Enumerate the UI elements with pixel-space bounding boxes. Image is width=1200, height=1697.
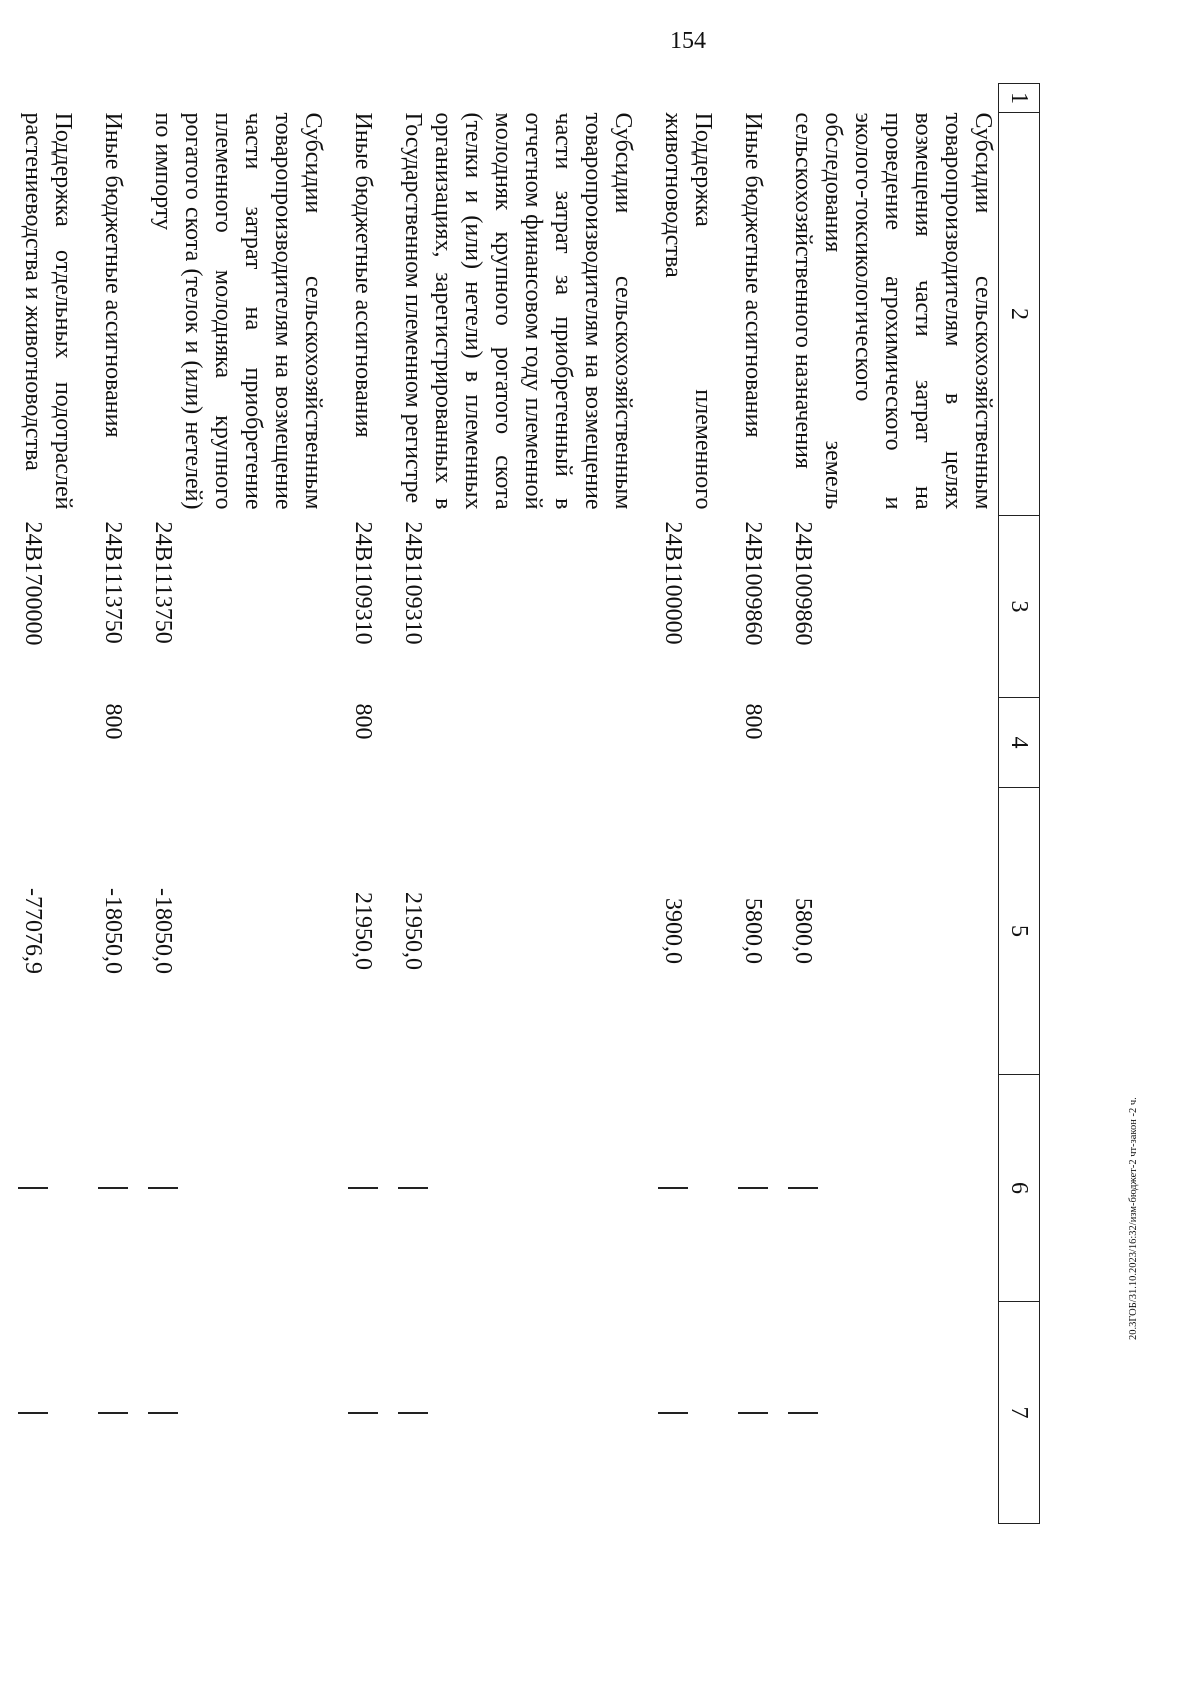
row-description: Поддержка племенного животноводства: [660, 112, 716, 510]
row-code: 24В1113750: [150, 521, 176, 644]
row-code: 24В1700000: [20, 521, 46, 646]
table-row: [78, 84, 128, 1524]
table-header-row: [999, 84, 1040, 1524]
column-header-7: 7: [999, 1302, 1040, 1524]
row-col7: [0, 1302, 78, 1524]
table-row: [768, 84, 999, 1524]
row-expense-type: [768, 698, 999, 788]
row-amount: -18050,0: [100, 888, 126, 974]
dash-mark: [398, 1187, 428, 1189]
row-amount: 21950,0: [400, 892, 426, 970]
dash-mark: [398, 1412, 428, 1414]
row-description: Поддержка отдельных подотраслей растениеводства и животноводства: [20, 112, 76, 510]
page-number: 154: [670, 28, 706, 54]
row-col6: [768, 1075, 999, 1302]
row-description: Иные бюджетные ассигнования: [100, 112, 126, 438]
dash-mark: [658, 1187, 688, 1189]
column-header-4: 4: [999, 698, 1040, 788]
row-amount: -77076,9: [20, 888, 46, 974]
document-footer: 20.3ГОБ/31.10.2023/16:32/изм-бюджет-2 чт-закон -2 ч.: [1128, 1097, 1139, 1340]
row-col6: [128, 1075, 328, 1302]
row-col6: [328, 1075, 378, 1302]
row-expense-type: [0, 698, 78, 788]
row-number-cell: [0, 84, 78, 113]
column-header-1: 1: [999, 84, 1040, 113]
row-number-cell: [128, 84, 328, 113]
row-code: 24В1109310: [400, 521, 426, 645]
budget-table: [0, 83, 1040, 1524]
dash-mark: [348, 1187, 378, 1189]
row-col6: [0, 1075, 78, 1302]
row-col7: [378, 1302, 638, 1524]
row-expense-type: [378, 698, 638, 788]
row-amount: 21950,0: [350, 892, 376, 970]
row-amount: -18050,0: [150, 888, 176, 974]
row-col7: [328, 1302, 378, 1524]
dash-mark: [738, 1412, 768, 1414]
column-header-6: 6: [999, 1075, 1040, 1302]
row-amount: 5800,0: [790, 898, 816, 964]
dash-mark: [788, 1187, 818, 1189]
table-row: [128, 84, 328, 1524]
row-code: 24В1113750: [100, 521, 126, 644]
dash-mark: [98, 1187, 128, 1189]
dash-mark: [148, 1412, 178, 1414]
row-amount: 5800,0: [740, 898, 766, 964]
row-code: 24В1009860: [740, 521, 766, 646]
dash-mark: [658, 1412, 688, 1414]
row-number-cell: [638, 84, 718, 113]
row-col6: [718, 1075, 768, 1302]
row-amount: 3900,0: [660, 898, 686, 964]
dash-mark: [738, 1187, 768, 1189]
row-code: 24В1009860: [790, 521, 816, 646]
table-row: [0, 84, 78, 1524]
dash-mark: [148, 1187, 178, 1189]
row-description: Субсидии сельскохозяйственным товаропроизводителям на возмещение части затрат на приобретение племенного молодняка крупного рогатого скота (телок и (или) нетелей) по импорту: [150, 112, 326, 510]
row-col7: [128, 1302, 328, 1524]
row-col7: [638, 1302, 718, 1524]
row-col6: [378, 1075, 638, 1302]
column-header-3: 3: [999, 516, 1040, 698]
row-col7: [78, 1302, 128, 1524]
row-description: Иные бюджетные ассигнования: [350, 112, 376, 438]
row-number-cell: [378, 84, 638, 113]
row-expense-type: [638, 698, 718, 788]
column-header-2: 2: [999, 113, 1040, 516]
row-number-cell: [78, 84, 128, 113]
row-expense-type: 800: [740, 703, 766, 740]
row-description: Иные бюджетные ассигнования: [740, 112, 766, 438]
row-expense-type: 800: [350, 703, 376, 740]
row-number-cell: [718, 84, 768, 113]
row-expense-type: 800: [100, 703, 126, 740]
column-header-5: 5: [999, 788, 1040, 1075]
row-description: Субсидии сельскохозяйственным товаропроизводителям на возмещение части затрат за приобретенный в отчетном финансовом году племенной молодняк крупного рогатого скота (телки и (или) нетели) в племенных организациях, зарегистрированных в Государственном племенном регистре: [400, 112, 636, 510]
table-row: [638, 84, 718, 1524]
row-col6: [638, 1075, 718, 1302]
dash-mark: [18, 1412, 48, 1414]
row-code: 24В1109310: [350, 521, 376, 645]
dash-mark: [98, 1412, 128, 1414]
dash-mark: [788, 1412, 818, 1414]
table-row: [718, 84, 768, 1524]
row-expense-type: [128, 698, 328, 788]
budget-table-container: [20, 83, 1040, 1523]
row-number-cell: [768, 84, 999, 113]
table-row: [378, 84, 638, 1524]
dash-mark: [18, 1187, 48, 1189]
row-col7: [768, 1302, 999, 1524]
table-row: [328, 84, 378, 1524]
dash-mark: [348, 1412, 378, 1414]
row-col7: [718, 1302, 768, 1524]
row-col6: [78, 1075, 128, 1302]
row-code: 24В1100000: [660, 521, 686, 645]
row-number-cell: [328, 84, 378, 113]
row-description: Субсидии сельскохозяйственным товаропроизводителям в целях возмещения части затрат на проведение агрохимического и эколого-токсикологического обследования земель сельскохозяйственного назначения: [790, 112, 996, 510]
